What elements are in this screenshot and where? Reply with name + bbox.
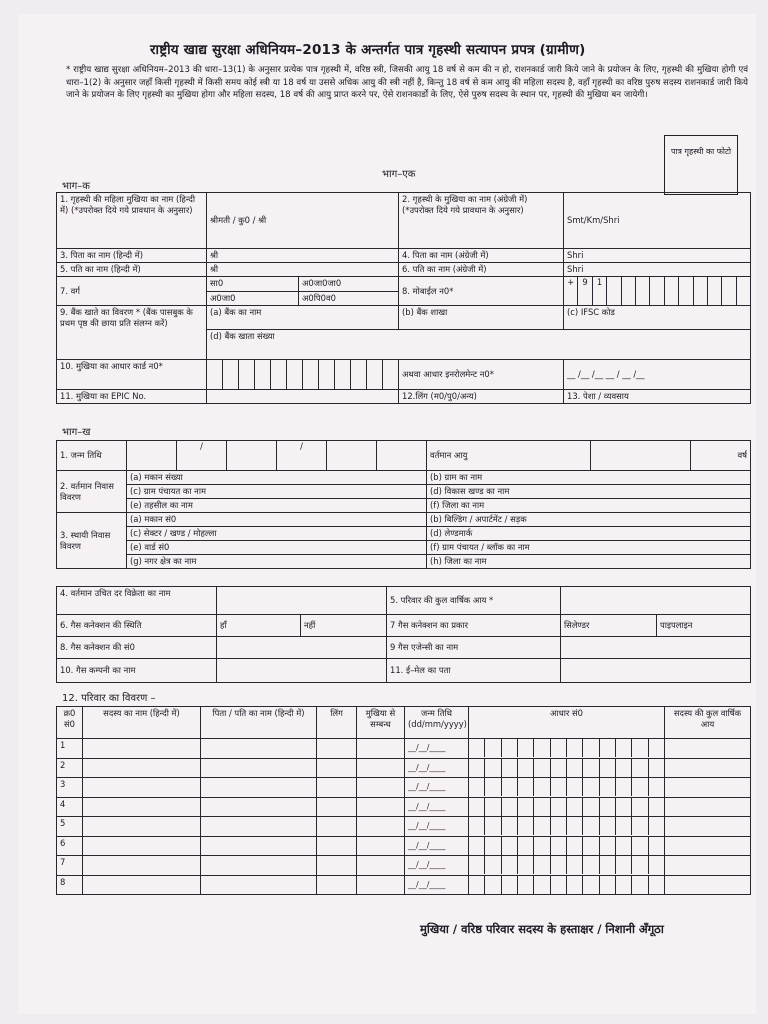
member-father-field[interactable]	[201, 739, 317, 759]
col-serial: क्र0 सं0	[57, 707, 83, 739]
perm-sector-field[interactable]: (c) सेक्टर / खण्ड / मोहल्ला	[127, 527, 427, 541]
gas-agency-field[interactable]	[561, 637, 751, 659]
member-dob-field[interactable]: __/__/____	[405, 856, 469, 876]
village-field[interactable]: (b) ग्राम का नाम	[427, 471, 751, 485]
col-gender: लिंग	[317, 707, 357, 739]
member-gender-field[interactable]	[317, 836, 357, 856]
current-age-label: वर्तमान आयु	[427, 441, 591, 471]
epic-field[interactable]	[207, 390, 399, 404]
member-relation-field[interactable]	[357, 836, 405, 856]
member-aadhaar-field[interactable]	[469, 797, 665, 817]
mobile-prefix-plus: +	[564, 277, 578, 305]
member-aadhaar-field[interactable]	[469, 739, 665, 759]
member-dob-field[interactable]: __/__/____	[405, 836, 469, 856]
member-income-field[interactable]	[665, 817, 751, 837]
gram-panchayat-field[interactable]: (c) ग्राम पंचायत का नाम	[127, 485, 427, 499]
head-name-english-field[interactable]: Smt/Km/Shri	[564, 193, 751, 249]
category-option-st[interactable]: अ0जा0जा0	[299, 277, 399, 292]
member-father-field[interactable]	[201, 797, 317, 817]
member-gender-field[interactable]	[317, 778, 357, 798]
member-relation-field[interactable]	[357, 875, 405, 895]
tehsil-field[interactable]: (e) तहसील का नाम	[127, 499, 427, 513]
photo-box[interactable]: पात्र गृहस्थी का फोटो	[664, 135, 738, 195]
gas-type-label: 7 गैस कनेक्शन का प्रकार	[387, 615, 561, 637]
member-income-field[interactable]	[665, 758, 751, 778]
member-name-field[interactable]	[83, 778, 201, 798]
member-income-field[interactable]	[665, 856, 751, 876]
gas-type-cylinder[interactable]: सिलेण्डर	[561, 615, 657, 637]
col-father-husband: पिता / पति का नाम (हिन्दी में)	[201, 707, 317, 739]
form-title: राष्ट्रीय खाद्य सुरक्षा अधिनियम–2013 के अन्तर्गत पात्र गृहस्थी सत्यापन प्रपत्र (ग्रामीण)	[150, 42, 586, 58]
enrolment-field[interactable]: __ /__ /__ __ / __ /__	[564, 360, 751, 390]
mobile-prefix-9: 9	[578, 277, 592, 305]
category-option-obc[interactable]: अ0पि0व0	[299, 291, 399, 306]
husband-english-field[interactable]: Shri	[564, 263, 751, 277]
family-row	[57, 739, 751, 759]
member-relation-field[interactable]	[357, 856, 405, 876]
house-number-field[interactable]: (a) मकान संख्या	[127, 471, 427, 485]
gender-label: 12.लिंग (म0/पु0/अन्य)	[399, 390, 564, 404]
bank-ifsc-field[interactable]: (c) IFSC कोड	[564, 306, 751, 330]
part-b-table	[56, 440, 751, 569]
member-relation-field[interactable]	[357, 778, 405, 798]
annual-income-label: 5. परिवार की कुल वार्षिक आय *	[387, 587, 561, 615]
col-aadhaar: आधार सं0	[469, 707, 665, 739]
perm-landmark-field[interactable]: (d) लेण्डमार्क	[427, 527, 751, 541]
enrolment-label: अथवा आधार इनरोलमेन्ट न0*	[399, 360, 564, 390]
category-label: 7. वर्ग	[57, 277, 207, 306]
mobile-prefix-1: 1	[593, 277, 607, 305]
gas-type-pipeline[interactable]: पाइपलाइन	[657, 615, 751, 637]
father-english-label: 4. पिता का नाम (अंग्रेजी में)	[399, 249, 564, 263]
family-row	[57, 856, 751, 876]
perm-building-field[interactable]: (b) बिल्डिंग / अपार्टमेंट / सड़क	[427, 513, 751, 527]
family-row-serial: 5	[57, 817, 83, 837]
part-c-table	[56, 586, 751, 683]
member-father-field[interactable]	[201, 758, 317, 778]
gas-connection-no-label: 8. गैस कनेक्शन की सं0	[57, 637, 217, 659]
col-income: सदस्य की कुल वार्षिक आय	[665, 707, 751, 739]
gas-agency-label: 9 गैस एजेन्सी का नाम	[387, 637, 561, 659]
gas-status-yes[interactable]: हाँ	[217, 615, 301, 637]
member-aadhaar-field[interactable]	[469, 875, 665, 895]
part-b-heading: भाग–ख	[62, 427, 91, 438]
member-name-field[interactable]	[83, 797, 201, 817]
dob-label: 1. जन्म तिथि	[57, 441, 127, 471]
head-name-hindi-label: 1. गृहस्थी की महिला मुखिया का नाम (हिन्दी में) (*उपरोक्त दिये गये प्रावधान के अनुसार)	[57, 193, 207, 249]
aadhaar-field[interactable]	[207, 360, 399, 390]
permanent-address-label: 3. स्थायी निवास विवरण	[57, 513, 127, 569]
member-name-field[interactable]	[83, 817, 201, 837]
family-row	[57, 836, 751, 856]
member-income-field[interactable]	[665, 836, 751, 856]
member-income-field[interactable]	[665, 797, 751, 817]
perm-house-field[interactable]: (a) मकान सं0	[127, 513, 427, 527]
gas-company-field[interactable]	[217, 659, 387, 683]
bank-account-field[interactable]: (d) बैंक खाता संख्या	[207, 330, 751, 360]
signature-label: मुखिया / वरिष्ठ परिवार सदस्य के हस्ताक्षर / निशानी अँगूठा	[420, 922, 664, 936]
member-name-field[interactable]	[83, 836, 201, 856]
member-father-field[interactable]	[201, 856, 317, 876]
member-dob-field[interactable]: __/__/____	[405, 817, 469, 837]
member-name-field[interactable]	[83, 875, 201, 895]
family-heading: 12. परिवार का विवरण –	[62, 693, 156, 704]
part-one-heading: भाग–एक	[382, 169, 416, 180]
part-a-table	[56, 192, 751, 404]
member-income-field[interactable]	[665, 875, 751, 895]
col-member-name: सदस्य का नाम (हिन्दी में)	[83, 707, 201, 739]
perm-panchayat-field[interactable]: (f) ग्राम पंचायत / ब्लॉक का नाम	[427, 541, 751, 555]
father-english-field[interactable]: Shri	[564, 249, 751, 263]
member-gender-field[interactable]	[317, 739, 357, 759]
family-row-serial: 4	[57, 797, 83, 817]
epic-label: 11. मुखिया का EPIC No.	[57, 390, 207, 404]
member-aadhaar-field[interactable]	[469, 758, 665, 778]
perm-nagar-field[interactable]: (g) नगर क्षेत्र का नाम	[127, 555, 427, 569]
gas-status-no[interactable]: नहीं	[301, 615, 387, 637]
bank-details-label: 9. बैंक खाते का विवरण * (बैंक पासबुक के प्रथम पृष्ठ की छाया प्रति संलग्न करें)	[57, 306, 207, 360]
member-gender-field[interactable]	[317, 875, 357, 895]
district-field[interactable]: (f) जिला का नाम	[427, 499, 751, 513]
member-father-field[interactable]	[201, 778, 317, 798]
email-label: 11. ई–मेल का पता	[387, 659, 561, 683]
member-aadhaar-field[interactable]	[469, 778, 665, 798]
block-field[interactable]: (d) विकास खण्ड का नाम	[427, 485, 751, 499]
gas-company-label: 10. गैस कम्पनी का नाम	[57, 659, 217, 683]
member-dob-field[interactable]: __/__/____	[405, 797, 469, 817]
part-a-heading: भाग–क	[62, 181, 90, 192]
gas-connection-no-field[interactable]	[217, 637, 387, 659]
member-relation-field[interactable]	[357, 758, 405, 778]
family-row	[57, 817, 751, 837]
member-name-field[interactable]	[83, 856, 201, 876]
annual-income-field[interactable]	[561, 587, 751, 615]
member-father-field[interactable]	[201, 836, 317, 856]
category-option-sc[interactable]: अ0जा0	[207, 291, 299, 306]
father-hindi-label: 3. पिता का नाम (हिन्दी में)	[57, 249, 207, 263]
current-address-label: 2. वर्तमान निवास विवरण	[57, 471, 127, 513]
family-row	[57, 875, 751, 895]
family-row-serial: 3	[57, 778, 83, 798]
member-dob-field[interactable]: __/__/____	[405, 758, 469, 778]
family-row	[57, 797, 751, 817]
dob-field[interactable]: / /	[127, 441, 427, 471]
category-option-general[interactable]: सा0	[207, 277, 299, 292]
perm-ward-field[interactable]: (e) वार्ड सं0	[127, 541, 427, 555]
member-income-field[interactable]	[665, 778, 751, 798]
head-name-hindi-field[interactable]: श्रीमती / कु0 / श्री	[207, 193, 399, 249]
member-aadhaar-field[interactable]	[469, 856, 665, 876]
member-gender-field[interactable]	[317, 817, 357, 837]
mobile-label: 8. मोबाईल न0*	[399, 277, 564, 306]
member-aadhaar-field[interactable]	[469, 817, 665, 837]
bank-branch-field[interactable]: (b) बैंक शाखा	[399, 306, 564, 330]
member-gender-field[interactable]	[317, 797, 357, 817]
family-row-serial: 8	[57, 875, 83, 895]
ration-dealer-label: 4. वर्तमान उचित दर विक्रेता का नाम	[57, 587, 217, 615]
occupation-label: 13. पेशा / व्यवसाय	[564, 390, 751, 404]
family-row-serial: 6	[57, 836, 83, 856]
member-father-field[interactable]	[201, 817, 317, 837]
aadhaar-label: 10. मुखिया का आधार कार्ड न0*	[57, 360, 207, 390]
member-father-field[interactable]	[201, 875, 317, 895]
husband-english-label: 6. पति का नाम (अंग्रेजी में)	[399, 263, 564, 277]
member-gender-field[interactable]	[317, 856, 357, 876]
husband-hindi-field[interactable]: श्री	[207, 263, 399, 277]
family-table	[56, 706, 751, 895]
intro-paragraph: * राष्ट्रीय खाद्य सुरक्षा अधिनियम–2013 की धारा–13(1) के अनुसार प्रत्येक पात्र गृहस्थी में, वरिष्ठ स्त्री, जिसकी आयु 18 वर्ष से कम की न हो, राशनकार्ड जारी किये जाने के प्रयोजन के लिए, गृहस्थी की मुखिया होगी एवं धारा–1(2) के अनुसार जहाँ किसी गृहस्थी में किसी समय कोई स्त्री या 18 वर्ष या उससे अधिक आयु की स्त्री नहीं है, किन्तु 18 वर्ष से कम आयु की महिला सदस्य है, वहाँ गृहस्थी का वरिष्ठ पुरुष सदस्य राशनकार्ड जारी किये जाने के प्रयोजन के लिए गृहस्थी का मुखिया होगा और महिला सदस्य, 18 वर्ष की आयु प्राप्त करने पर, ऐसे राशनकार्डों के लिए, ऐसे पुरुष सदस्य के स्थान पर, गृहस्थी की मुखिया बन जायेगी।	[66, 65, 748, 101]
family-row-serial: 1	[57, 739, 83, 759]
member-relation-field[interactable]	[357, 739, 405, 759]
husband-hindi-label: 5. पति का नाम (हिन्दी में)	[57, 263, 207, 277]
family-row	[57, 758, 751, 778]
member-relation-field[interactable]	[357, 797, 405, 817]
col-relation: मुखिया से सम्बन्ध	[357, 707, 405, 739]
bank-name-field[interactable]: (a) बैंक का नाम	[207, 306, 399, 330]
family-row	[57, 778, 751, 798]
head-name-english-label: 2. गृहस्थी के मुखिया का नाम (अंग्रेजी में) (*उपरोक्त दिये गये प्रावधान के अनुसार)	[399, 193, 564, 249]
gas-status-label: 6. गैस कनेक्शन की स्थिति	[57, 615, 217, 637]
member-aadhaar-field[interactable]	[469, 836, 665, 856]
years-label: वर्ष	[691, 441, 751, 471]
perm-district-field[interactable]: (h) जिला का नाम	[427, 555, 751, 569]
current-age-field[interactable]	[591, 441, 691, 471]
mobile-field[interactable]	[564, 277, 751, 306]
member-name-field[interactable]	[83, 739, 201, 759]
family-row-serial: 7	[57, 856, 83, 876]
member-dob-field[interactable]: __/__/____	[405, 875, 469, 895]
ration-dealer-field[interactable]	[217, 587, 387, 615]
member-dob-field[interactable]: __/__/____	[405, 778, 469, 798]
member-relation-field[interactable]	[357, 817, 405, 837]
father-hindi-field[interactable]: श्री	[207, 249, 399, 263]
email-field[interactable]	[561, 659, 751, 683]
member-income-field[interactable]	[665, 739, 751, 759]
member-gender-field[interactable]	[317, 758, 357, 778]
family-row-serial: 2	[57, 758, 83, 778]
member-dob-field[interactable]: __/__/____	[405, 739, 469, 759]
col-dob: जन्म तिथि (dd/mm/yyyy)	[405, 707, 469, 739]
member-name-field[interactable]	[83, 758, 201, 778]
